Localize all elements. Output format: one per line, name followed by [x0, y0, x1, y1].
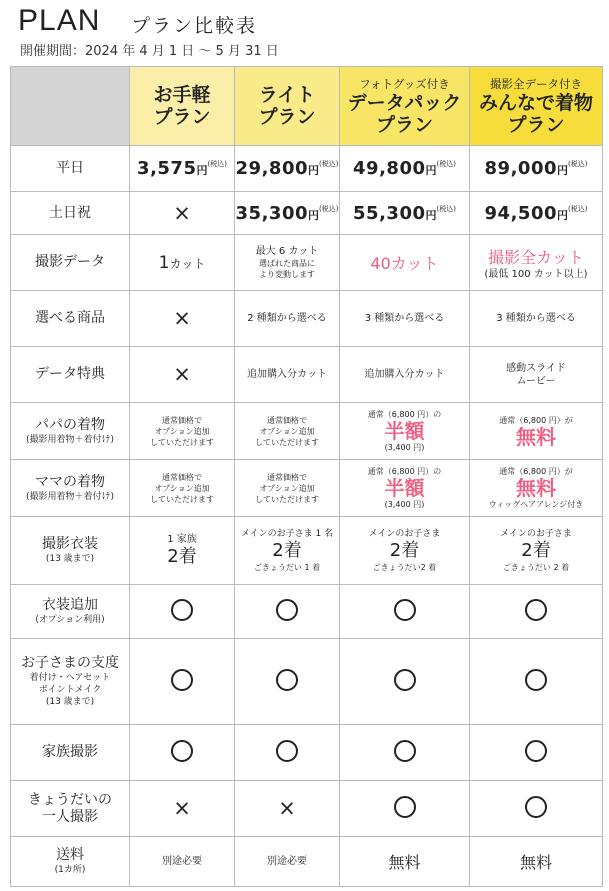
plan-header-otegaru: お手軽 プラン [130, 67, 235, 146]
included-mark [235, 585, 340, 639]
row-label-shipping: 送料 (1カ所) [11, 837, 130, 887]
row-label-weekend: 土日祝 [11, 192, 130, 235]
included-mark [340, 781, 470, 837]
row-label-mama: ママの着物 (撮影用着物＋着付け) [11, 460, 130, 517]
table-row [11, 837, 603, 887]
included-mark [340, 639, 470, 725]
page-title: プラン比較表 [131, 15, 258, 37]
papa-cell: 通常価格で オプション追加 していただけます [130, 403, 235, 460]
included-mark [340, 725, 470, 781]
circle-icon [394, 669, 416, 691]
data-cell: 1カット [130, 235, 235, 291]
not-available-mark: × [235, 781, 340, 837]
plan-heading: PLAN [18, 4, 101, 37]
row-label-weekday: 平日 [11, 146, 130, 192]
weekday-price: 3,575円$^{(税込)}$ [130, 146, 235, 192]
weekend-price: 94,500円$^{(税込)}$ [470, 192, 603, 235]
page-header [18, 4, 100, 38]
circle-icon [525, 796, 547, 818]
table-row [11, 146, 603, 192]
circle-icon [276, 669, 298, 691]
papa-cell: 通常価格で オプション追加 していただけます [235, 403, 340, 460]
circle-icon [394, 796, 416, 818]
data-cell: 最大 6 カット 選ばれた商品に より変動します [235, 235, 340, 291]
included-mark [470, 781, 603, 837]
included-mark [235, 725, 340, 781]
circle-icon [276, 599, 298, 621]
table-row [11, 192, 603, 235]
plan-header-light: ライト プラン [235, 67, 340, 146]
plan-comparison-table [10, 66, 603, 887]
bonus-cell: 感動スライド ムービー [470, 347, 603, 403]
included-mark [340, 585, 470, 639]
table-row [11, 235, 603, 291]
included-mark [235, 639, 340, 725]
table-header-row [11, 67, 603, 146]
included-mark [130, 639, 235, 725]
products-cell: 3 種類から選べる [470, 291, 603, 347]
included-mark [470, 585, 603, 639]
weekday-price: 29,800円$^{(税込)}$ [235, 146, 340, 192]
products-cell: 3 種類から選べる [340, 291, 470, 347]
table-row [11, 291, 603, 347]
data-cell: 撮影全カット (最低 100 カット以上) [470, 235, 603, 291]
weekday-price: 49,800円$^{(税込)}$ [340, 146, 470, 192]
row-label-costume: 撮影衣装 (13 歳まで) [11, 517, 130, 585]
row-label-products: 選べる商品 [11, 291, 130, 347]
weekday-price: 89,000円$^{(税込)}$ [470, 146, 603, 192]
plan-header-datapack: フォトグッズ付き データパック プラン [340, 67, 470, 146]
mama-cell: 通常（6,800 円）が 無料 ウィッグヘアアレンジ付き [470, 460, 603, 517]
costume-cell: メインのお子さま 2着 ごきょうだい 2 着 [470, 517, 603, 585]
circle-icon [171, 669, 193, 691]
circle-icon [525, 599, 547, 621]
mama-cell: 通常価格で オプション追加 していただけます [235, 460, 340, 517]
not-available-mark: × [130, 291, 235, 347]
table-row [11, 403, 603, 460]
not-available-mark: × [130, 192, 235, 235]
shipping-cell: 無料 [340, 837, 470, 887]
event-period: 開催期間：2024 年 4 月 1 日 ～ 5 月 31 日 [20, 44, 279, 59]
circle-icon [394, 599, 416, 621]
shipping-cell: 別途必要 [235, 837, 340, 887]
costume-cell: メインのお子さま 1 名 2着 ごきょうだい 1 着 [235, 517, 340, 585]
table-row [11, 517, 603, 585]
table-row [11, 347, 603, 403]
not-available-mark: × [130, 347, 235, 403]
circle-icon [394, 740, 416, 762]
circle-icon [171, 740, 193, 762]
circle-icon [276, 740, 298, 762]
table-row [11, 781, 603, 837]
papa-cell: 通常（6,800 円）の 半額 (3,400 円) [340, 403, 470, 460]
included-mark [470, 725, 603, 781]
table-row [11, 460, 603, 517]
plan-header-minna-kimono: 撮影全データ付き みんなで着物 プラン [470, 67, 603, 146]
circle-icon [525, 740, 547, 762]
included-mark [470, 639, 603, 725]
costume-cell: メインのお子さま 2着 ごきょうだい2 着 [340, 517, 470, 585]
shipping-cell: 無料 [470, 837, 603, 887]
bonus-cell: 追加購入分カット [340, 347, 470, 403]
papa-cell: 通常（6,800 円）が 無料 [470, 403, 603, 460]
weekend-price: 55,300円$^{(税込)}$ [340, 192, 470, 235]
table-row [11, 725, 603, 781]
mama-cell: 通常（6,800 円）の 半額 (3,400 円) [340, 460, 470, 517]
row-label-bonus: データ特典 [11, 347, 130, 403]
row-label-papa: パパの着物 (撮影用着物＋着付け) [11, 403, 130, 460]
row-label-prep: お子さまの支度 着付け・ヘアセット ポイントメイク (13 歳まで) [11, 639, 130, 725]
row-label-data: 撮影データ [11, 235, 130, 291]
products-cell: 2 種類から選べる [235, 291, 340, 347]
row-label-family: 家族撮影 [11, 725, 130, 781]
data-cell: 40カット [340, 235, 470, 291]
circle-icon [525, 669, 547, 691]
bonus-cell: 追加購入分カット [235, 347, 340, 403]
circle-icon [171, 599, 193, 621]
mama-cell: 通常価格で オプション追加 していただけます [130, 460, 235, 517]
included-mark [130, 725, 235, 781]
row-label-sibling: きょうだいの 一人撮影 [11, 781, 130, 837]
costume-cell: 1 家族 2着 [130, 517, 235, 585]
included-mark [130, 585, 235, 639]
not-available-mark: × [130, 781, 235, 837]
table-row [11, 585, 603, 639]
header-corner [11, 67, 130, 146]
shipping-cell: 別途必要 [130, 837, 235, 887]
weekend-price: 35,300円$^{(税込)}$ [235, 192, 340, 235]
table-row [11, 639, 603, 725]
row-label-costume-add: 衣装追加 (オプション利用) [11, 585, 130, 639]
